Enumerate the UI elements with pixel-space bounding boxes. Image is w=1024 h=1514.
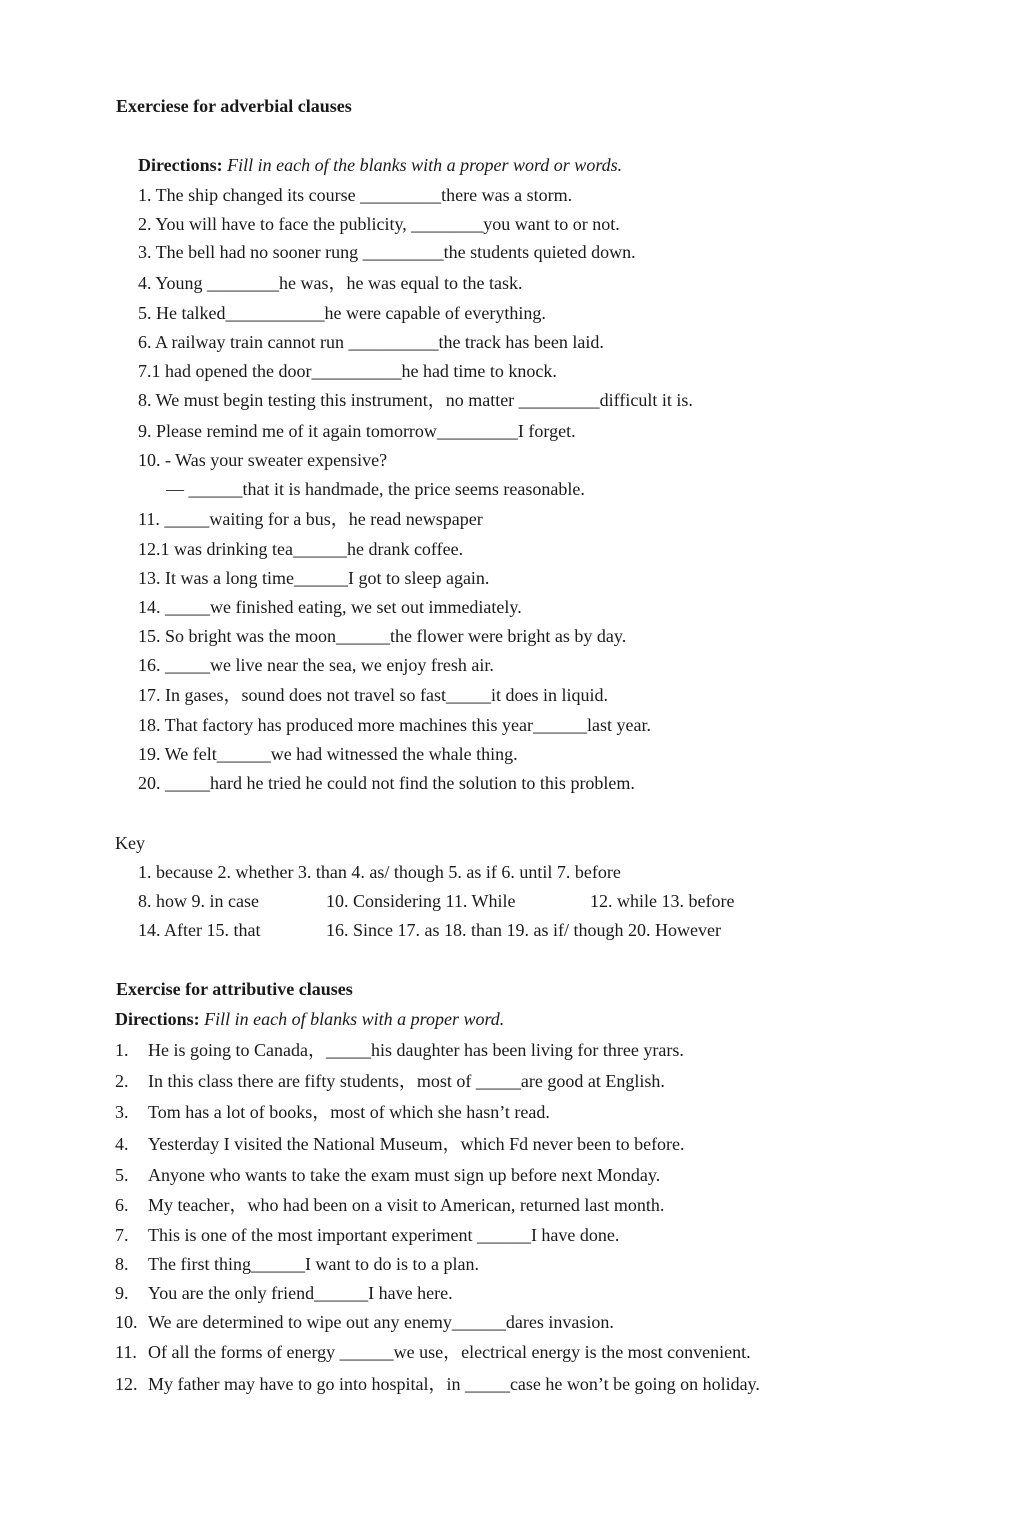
directions-text: Fill in each of the blanks with a proper word or words.	[222, 155, 623, 175]
attributive-item	[115, 1341, 751, 1363]
key-cell: 16. Since 17. as 18. than 19. as if/ though 20. However	[326, 920, 721, 940]
item-number: 11.	[115, 1342, 137, 1362]
item-number: 6.	[115, 1195, 129, 1215]
exercise-item: 9. Please remind me of it again tomorrow_________I forget.	[138, 421, 576, 441]
exercise-item: 17. In gases，sound does not travel so fast_____it does in liquid.	[138, 685, 608, 705]
item-number: 9.	[115, 1283, 129, 1303]
exercise-item: 10. - Was your sweater expensive?	[138, 450, 388, 470]
adverbial-directions	[138, 154, 622, 176]
attributive-item	[115, 1224, 619, 1246]
exercise-item: 20. _____hard he tried he could not find the solution to this problem.	[138, 773, 635, 793]
key-cell: 8. how 9. in case	[138, 891, 259, 911]
exercise-item: 14. _____we finished eating, we set out immediately.	[138, 597, 522, 617]
item-text: Anyone who wants to take the exam must sign up before next Monday.	[148, 1165, 661, 1185]
item-number: 2.	[115, 1071, 129, 1091]
attributive-item	[115, 1282, 453, 1304]
item-number: 3.	[115, 1102, 129, 1122]
directions-label: Directions:	[138, 155, 223, 175]
item-text: This is one of the most important experiment ______I have done.	[148, 1225, 620, 1245]
attributive-item	[115, 1101, 550, 1123]
exercise-item: 4. Young ________he was，he was equal to the task.	[138, 273, 523, 293]
attributive-item	[115, 1253, 479, 1275]
attributive-directions	[115, 1008, 504, 1030]
exercise-item: 6. A railway train cannot run __________the track has been laid.	[138, 332, 604, 352]
exercise-item: 2. You will have to face the publicity, ________you want to or not.	[138, 214, 620, 234]
exercise-item: 1. The ship changed its course _________there was a storm.	[138, 185, 573, 205]
exercise-item: 5. He talked___________he were capable of everything.	[138, 303, 546, 323]
attributive-item	[115, 1373, 760, 1395]
exercise-item-answer-line: — ______that it is handmade, the price seems reasonable.	[166, 479, 585, 499]
item-text: We are determined to wipe out any enemy______dares invasion.	[148, 1312, 614, 1332]
key-cell: 10. Considering 11. While	[326, 891, 516, 911]
key-line: 1. because 2. whether 3. than 4. as/ though 5. as if 6. until 7. before	[138, 862, 621, 882]
item-text: My teacher，who had been on a visit to American, returned last month.	[148, 1195, 665, 1215]
item-text: Of all the forms of energy ______we use，electrical energy is the most convenient.	[148, 1342, 751, 1362]
attributive-item	[115, 1070, 665, 1092]
exercise-item: 8. We must begin testing this instrument，no matter _________difficult it is.	[138, 390, 693, 410]
directions-label: Directions:	[115, 1009, 200, 1029]
attributive-item	[115, 1133, 685, 1155]
item-number: 10.	[115, 1312, 138, 1332]
exercise-item: 15. So bright was the moon______the flower were bright as by day.	[138, 626, 627, 646]
item-text: The first thing______I want to do is to a plan.	[148, 1254, 479, 1274]
exercise-item: 13. It was a long time______I got to sleep again.	[138, 568, 490, 588]
item-number: 5.	[115, 1165, 129, 1185]
exercise-item: 11. _____waiting for a bus，he read newspaper	[138, 509, 483, 529]
attributive-section-title: Exercise for attributive clauses	[116, 979, 353, 999]
key-cell: 12. while 13. before	[590, 891, 735, 911]
item-text: Yesterday I visited the National Museum，which Fd never been to before.	[148, 1134, 685, 1154]
item-number: 7.	[115, 1225, 129, 1245]
item-number: 4.	[115, 1134, 129, 1154]
item-number: 8.	[115, 1254, 129, 1274]
item-text: You are the only friend______I have here.	[148, 1283, 453, 1303]
attributive-item	[115, 1164, 660, 1186]
item-text: Tom has a lot of books，most of which she hasn’t read.	[148, 1102, 550, 1122]
key-row	[138, 890, 734, 912]
exercise-item: 16. _____we live near the sea, we enjoy fresh air.	[138, 655, 494, 675]
key-row	[138, 919, 721, 941]
item-text: In this class there are fifty students，most of _____are good at English.	[148, 1071, 665, 1091]
attributive-item	[115, 1311, 614, 1333]
directions-text: Fill in each of blanks with a proper word.	[199, 1009, 505, 1029]
exercise-item: 12.1 was drinking tea______he drank coffee.	[138, 539, 464, 559]
exercise-item: 7.1 had opened the door__________he had time to knock.	[138, 361, 557, 381]
key-title: Key	[115, 833, 145, 853]
attributive-item	[115, 1194, 664, 1216]
adverbial-section-title: Exerciese for adverbial clauses	[116, 96, 352, 116]
item-number: 1.	[115, 1040, 129, 1060]
exercise-item: 18. That factory has produced more machines this year______last year.	[138, 715, 652, 735]
exercise-item: 3. The bell had no sooner rung _________the students quieted down.	[138, 242, 636, 262]
attributive-item	[115, 1039, 684, 1061]
exercise-item: 19. We felt______we had witnessed the whale thing.	[138, 744, 518, 764]
item-text: He is going to Canada，_____his daughter has been living for three yrars.	[148, 1040, 684, 1060]
item-text: My father may have to go into hospital，in _____case he won’t be going on holiday.	[148, 1374, 760, 1394]
item-number: 12.	[115, 1374, 138, 1394]
key-cell: 14. After 15. that	[138, 920, 261, 940]
